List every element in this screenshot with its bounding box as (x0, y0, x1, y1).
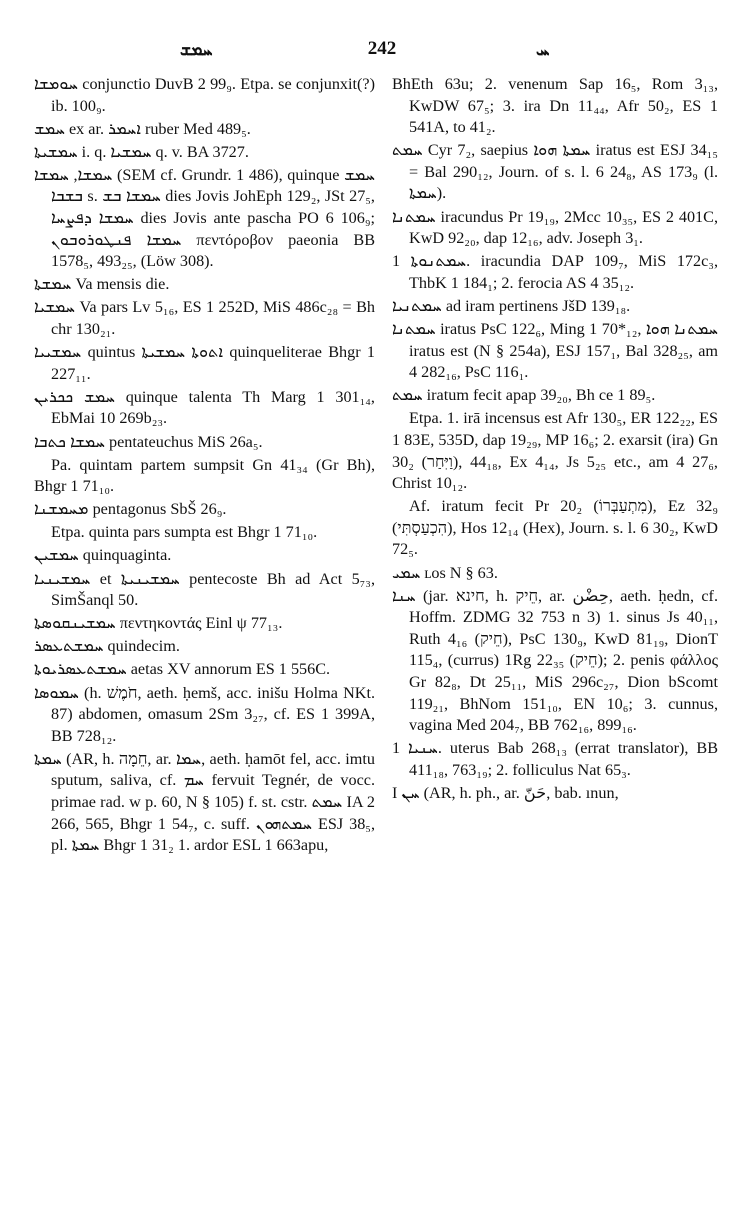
entry: Etpa. quinta pars sumpta est Bhgr 1 71₁₀. (51, 523, 318, 542)
entry: ܚܡܬܢܝܐ ad iram pertinens JšD 139₁₈. (392, 296, 631, 315)
entry: ܚܡܫܬܐ Va mensis die. (34, 275, 170, 294)
entry: ܚܡܫܐ, ܚܡܫܐ (SEM cf. Grundr. 1 486), quinque ܚܡܫ ܒܫܒܐ s. ܚܡܫܐ ܒܫ dies Jovis JohEph 129₂, JSt 27₅, ܚܡܫܐ ܕܦܨܚܐ dies Jovis ante pascha PO 6 106₉; ܚܡܫܐ ܦܢܛܘܪܘܒܘܢ πεντόροβον paeonia BB 1578₅, 493₂₅, (Löw 308). (34, 165, 375, 271)
entry: Pa. quintam partem sumpsit Gn 41₃₄ (Gr Bh), Bhgr 1 71₁₀. (34, 455, 375, 496)
entry: ܚܡܫܬܥܣܪ quindecim. (34, 637, 180, 656)
entry: ܚܡܫ ex ar. ܐܚܡܪ ruber Med 489₅. (34, 119, 251, 138)
entry: BhEth 63u; 2. venenum Sap 16₅, Rom 3₁₃, KwDW 67₅; 3. ira Dn 11₄₄, Afr 50₂, ES 1 541A, to 41₂. (392, 75, 718, 137)
entry: ܚܡܫܝܐ Va pars Lv 5₁₆, ES 1 252D, MiS 486c₂₈ = Bh chr 130₂₁. (34, 298, 375, 339)
header-left-catchword: ܚܡܫ (180, 40, 213, 59)
entry: ܡܚܡܫܢܐ pentagonus SbŠ 26₉. (34, 500, 227, 519)
entry: ܚܡܫܝܝܐ quintus ܐܬܘܬܐ ܚܡܫܝܬܐ quinqueliterae Bhgr 1 227₁₁. (34, 343, 375, 383)
header-right-catchword: ܚ (536, 40, 550, 59)
entry: ܚܢܝܐ 1. uterus Bab 268₁₃ (errat translator), BB 411₁₈, 763₁₉; 2. folliculus Nat 65₃. (392, 739, 718, 779)
entry: ܚܡܬܢܘܬܐ 1. iracundia DAP 109₇, MiS 172c₃, ThbK 1 184₁; 2. ferocia AS 4 35₁₂. (392, 252, 718, 292)
entry: ܚܡܬܐ (AR, h. חֵמָה, ar. ܚܡܐ, aeth. ḥamōt fel, acc. imtu sputum, saliva, cf. ܚܡ fervuit Tegnér, de vocc. primae rad. w p. 60, N § 105) f. st. cstr. ܚܡܬ IA 2 266, 565, Bhgr 1 54₇, c. suff. ܚܡܬܗܘܢ ESJ 38₅, pl. ܚܡܬܐ Bhgr 1 31₂ 1. ardor ESL 1 663apu, (34, 749, 375, 855)
entry: ܚܘܡܫܐ conjunctio DuvB 2 99₉. Etpa. se conjunxit(?) ib. 100₉. (34, 75, 375, 115)
entry: ܚܡܘܣܐ (h. חֹמֶשׁ, aeth. ḥemš, acc. inišu Holma NKt. 87) abdomen, omasum 2Sm 3₂₇, cf. ES 1 399A, BB 728₁₂. (34, 683, 375, 745)
entry: Af. iratum fecit Pr 20₂ (מִתְעַבְּרוֹ), Ez 32₉ (הִכְעַסְתִּי), Hos 12₁₄ (Hex), Journ. s. l. 6 30₂, KwD 72₅. (392, 497, 718, 559)
entry: ܚܡܫܝܢܩܘܣܬܐ πεντηκοντάς Einl ψ 77₁₃. (34, 614, 283, 633)
entry: ܚܡܫ ܟܟܪܝܢ quinque talenta Th Marg 1 301₁₄, EbMai 10 269b₂₃. (34, 387, 375, 428)
entry: ܚܢܐ (jar. חינא, h. חֵיק, ar. حِضْن, aeth. ḥedn, cf. Hoffm. ZDMG 32 753 n 3) 1. sinus Js 40₁₁, Ruth 4₁₆ (חֵיק), PsC 130₉, KwD 81₁₉, DionT 115₄, (currus) 1Rg 22₃₅ (חֵיק); 2. penis φάλλος Gr 82₈, Dt 25₁₁, MiS 296c₂₇, Dion bScomt 119₂₁, BhNom 151₁₀, EN 10₆; 3. cunnus, vagina Med 204₇, BB 762₁₆, 899₁₆. (392, 586, 718, 735)
entry: ܚܡܫܝܢܝܐ et ܚܡܫܝܢܝܬܐ pentecoste Bh ad Act 5₇₃, SimŠanql 50. (34, 569, 375, 610)
entry: ܚܡܬ iratum fecit apap 39₂₀, Bh ce 1 89₅. (392, 386, 656, 405)
entry: ܚܡܫܝܬܐ i. q. ܚܡܫܝܐ q. v. BA 3727. (34, 142, 249, 161)
page-header (0, 38, 750, 62)
page-number: 242 (367, 38, 397, 59)
entry: Etpa. 1. irā incensus est Afr 130₅, ER 122₂₂, ES 1 83E, 535D, dap 19₂₉, MP 16₆; 2. exarsit (ira) Gn 30₂ (וַיִּחַר), 44₁₈, Ex 4₁₄, Js 5₂₅ etc., am 4 27₆, Christ 10₁₂. (392, 409, 718, 493)
entry: I ܚܢ (AR, h. ph., ar. حَنّ, bab. ınun, (392, 784, 619, 802)
entry: ܚܡܫܐ ܟܬܒܐ pentateuchus MiS 26a₅. (34, 432, 263, 451)
entry: ܚܡܬ Cyr 7₂, saepius ܚܡܬܐ ܗܘܐ iratus est ESJ 34₁₅ = Bal 290₁₂, Journ. of s. l. 6 24₈, AS 173₉ (l. ܚܡܬܐ). (392, 141, 718, 203)
entry: ܚܡܫܬܥܣܪܝܘܬܐ aetas XV annorum ES 1 556C. (34, 660, 331, 679)
entry: ܚܡܬܢܐ iratus PsC 122₆, Ming 1 70*₁₂, ܚܡܬܢܐ ܗܘܐ iratus est (N § 254a), ESJ 157₁, Bal 328₂₅, am 4 282₁₆, PsC 116₁. (392, 320, 718, 382)
right-column (392, 74, 718, 1214)
entry: ܚܡܝ ʟos N § 63. (392, 563, 498, 582)
left-column (34, 74, 375, 1214)
entry: ܚܡܬܢܐ iracundus Pr 19₁₉, 2Mcc 10₃₅, ES 2 401C, KwD 92₂₀, dap 12₁₆, adv. Joseph 3₁. (392, 207, 718, 248)
entry: ܚܡܫܝܢ quinquaginta. (34, 546, 172, 565)
